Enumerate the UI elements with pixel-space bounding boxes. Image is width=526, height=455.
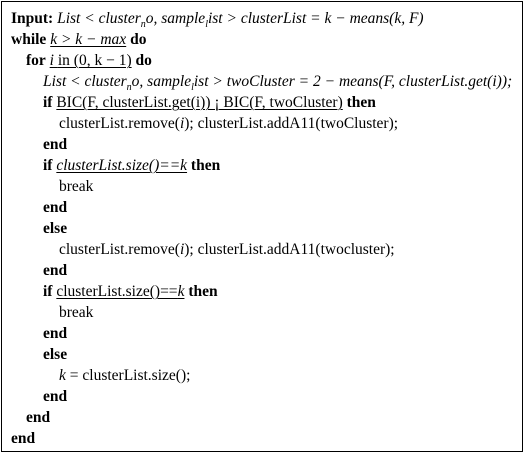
remove-call: clusterList.remove( [59, 241, 180, 258]
end-keyword: end [43, 199, 68, 216]
end-keyword: end [43, 388, 68, 405]
end-keyword: end [43, 262, 68, 279]
end-keyword: end [43, 136, 68, 153]
input-expr-a: List < cluster [57, 10, 141, 27]
k-variable: k [59, 367, 66, 384]
kmeans-expr-b: o, sample [131, 73, 192, 90]
while-keyword: while [11, 31, 47, 48]
else-keyword: else [43, 220, 68, 237]
kmeans-line [43, 72, 512, 92]
kmeans-expr-a: List < cluster [43, 73, 127, 90]
end-keyword: end [26, 409, 51, 426]
input-keyword: Input: [11, 10, 54, 27]
for-line [26, 51, 152, 71]
input-sub-l: l [205, 19, 208, 31]
add-call: ); clusterList.addA11(twocluster); [184, 241, 395, 258]
while-line [11, 30, 146, 50]
remove-index: i [179, 115, 185, 132]
if-size-line [43, 156, 220, 176]
if-size-line [43, 282, 218, 302]
remove-add-line [59, 114, 398, 134]
break-statement: break [59, 304, 94, 321]
input-expr-b: o, sample [145, 10, 206, 27]
size-condition-k: k [177, 283, 185, 300]
do-keyword: do [130, 31, 147, 48]
end-keyword: end [11, 430, 36, 447]
for-keyword: for [26, 52, 46, 69]
if-keyword: if [43, 157, 53, 174]
assign-size: = clusterList.size(); [65, 367, 191, 384]
for-range: in (0, k − 1) [57, 52, 132, 69]
end-keyword: end [43, 325, 68, 342]
input-sub-n: n [140, 19, 146, 31]
else-keyword: else [43, 346, 68, 363]
then-keyword: then [190, 157, 221, 174]
size-condition: clusterList.size()==k [56, 157, 188, 174]
input-line [11, 9, 424, 29]
remove-index: i [179, 241, 185, 258]
algorithm-box [1, 1, 523, 452]
do-keyword: do [135, 52, 152, 69]
remove-add-line [59, 240, 395, 260]
if-keyword: if [43, 94, 53, 111]
while-condition: k > k − max [50, 31, 127, 48]
remove-call: clusterList.remove( [59, 115, 180, 132]
if-bic-line [43, 93, 376, 113]
bic-condition: BIC(F, clusterList.get(i)) ¡ BIC(F, twoCluster) [56, 94, 343, 111]
kmeans-expr-c: ist > twoCluster = 2 − means(F, clusterList.get(i)); [193, 73, 513, 90]
then-keyword: then [188, 283, 218, 300]
for-variable: i [49, 52, 54, 69]
input-expr-c: ist > clusterList = k − means(k, F) [207, 10, 424, 27]
add-call: ); clusterList.addA11(twoCluster); [184, 115, 399, 132]
if-keyword: if [43, 283, 53, 300]
kmeans-sub-l: l [191, 82, 194, 94]
then-keyword: then [346, 94, 376, 111]
assign-k-line [59, 366, 190, 386]
kmeans-sub-n: n [126, 82, 132, 94]
size-condition: clusterList.size()== [56, 283, 178, 300]
break-statement: break [59, 178, 94, 195]
